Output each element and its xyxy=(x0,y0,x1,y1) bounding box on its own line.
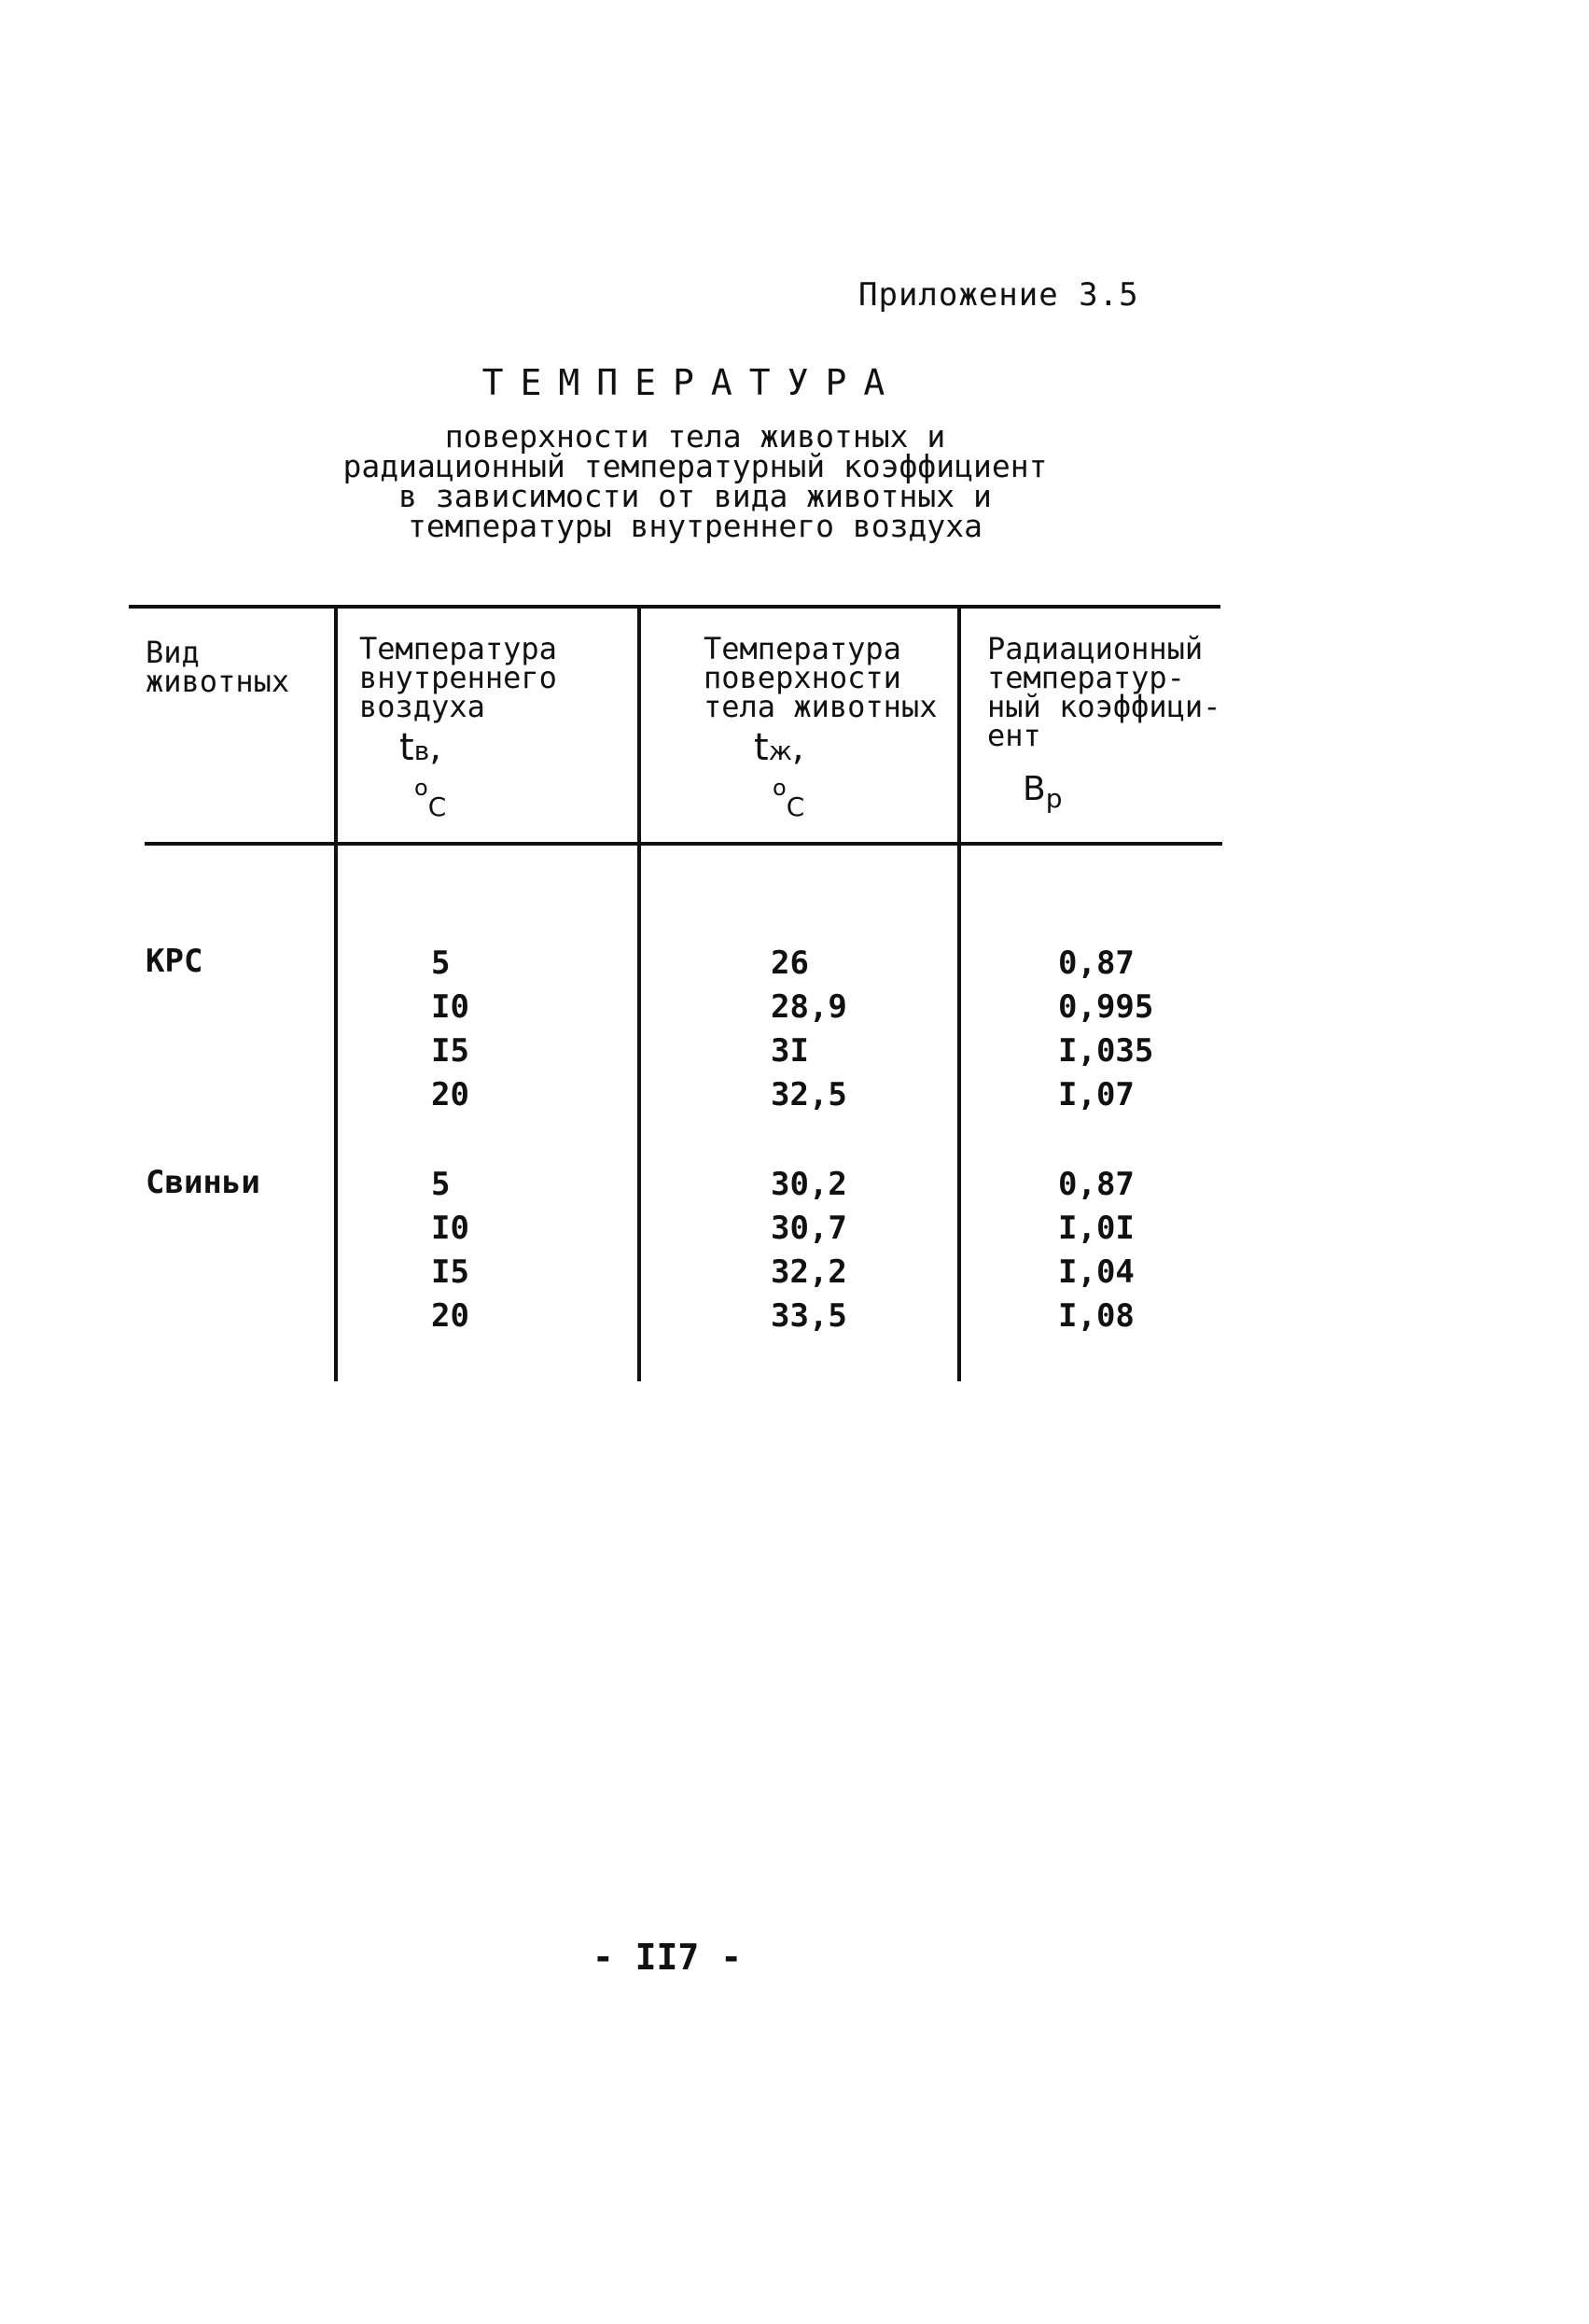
cell-t-body: 32,5 xyxy=(771,1076,847,1113)
header-line: ент xyxy=(987,718,1041,753)
header-line: Вид xyxy=(146,635,200,670)
table-header-rule xyxy=(145,842,1222,846)
cell-coef: 0,995 xyxy=(1058,988,1154,1026)
cell-t-air: 5 xyxy=(431,1166,451,1203)
header-line: ный коэффици- xyxy=(987,689,1221,724)
subtitle-line: поверхности тела животных и xyxy=(444,418,946,455)
cell-t-air: I0 xyxy=(431,988,469,1026)
cell-coef: I,0I xyxy=(1058,1210,1135,1247)
header-line: животных xyxy=(146,664,290,699)
header-line: Температура xyxy=(359,631,557,666)
cell-t-air: I0 xyxy=(431,1210,469,1247)
cell-t-body: 30,7 xyxy=(771,1210,847,1247)
cell-t-body: 3I xyxy=(771,1032,809,1070)
cell-t-air: I5 xyxy=(431,1253,469,1291)
page-number: - II7 - xyxy=(592,1937,743,1978)
cell-coef: I,07 xyxy=(1058,1076,1135,1113)
header-line: поверхности xyxy=(704,660,901,695)
unit-celsius: $^o_C$ xyxy=(773,775,805,823)
cell-coef: I,08 xyxy=(1058,1297,1135,1335)
symbol-t-air: tв, xyxy=(399,726,441,769)
group-label: Свиньи xyxy=(146,1164,260,1201)
cell-t-body: 30,2 xyxy=(771,1166,847,1203)
header-line: температур- xyxy=(987,660,1185,695)
cell-coef: I,035 xyxy=(1058,1032,1154,1070)
header-line: воздуха xyxy=(359,689,485,724)
header-line: Радиационный xyxy=(987,631,1204,666)
symbol-b-r: $B_р$ xyxy=(1023,770,1063,815)
document-title: ТЕМПЕРАТУРА xyxy=(481,362,902,403)
subtitle-line: в зависимости от вида животных и xyxy=(398,478,992,514)
cell-coef: 0,87 xyxy=(1058,1166,1135,1203)
cell-t-air: I5 xyxy=(431,1032,469,1070)
header-line: Температура xyxy=(704,631,901,666)
cell-t-body: 26 xyxy=(771,945,809,982)
column-divider xyxy=(637,607,641,1381)
subtitle-line: радиационный температурный коэффициент xyxy=(342,448,1048,484)
subtitle-line: температуры внутреннего воздуха xyxy=(408,508,983,544)
cell-coef: I,04 xyxy=(1058,1253,1135,1291)
column-divider xyxy=(334,607,338,1381)
cell-t-air: 20 xyxy=(431,1297,469,1335)
cell-coef: 0,87 xyxy=(1058,945,1135,982)
header-line: внутреннего xyxy=(359,660,557,695)
header-line: тела животных xyxy=(704,689,938,724)
unit-celsius: $^o_C$ xyxy=(414,775,447,823)
cell-t-body: 32,2 xyxy=(771,1253,847,1291)
group-label: КРС xyxy=(146,943,203,980)
table-top-rule xyxy=(129,605,1220,609)
cell-t-body: 33,5 xyxy=(771,1297,847,1335)
document-subtitle xyxy=(308,418,1082,544)
column-divider xyxy=(957,607,961,1381)
cell-t-air: 5 xyxy=(431,945,451,982)
symbol-t-body: tж, xyxy=(754,726,804,769)
appendix-label: Приложение 3.5 xyxy=(858,276,1139,314)
cell-t-body: 28,9 xyxy=(771,988,847,1026)
cell-t-air: 20 xyxy=(431,1076,469,1113)
